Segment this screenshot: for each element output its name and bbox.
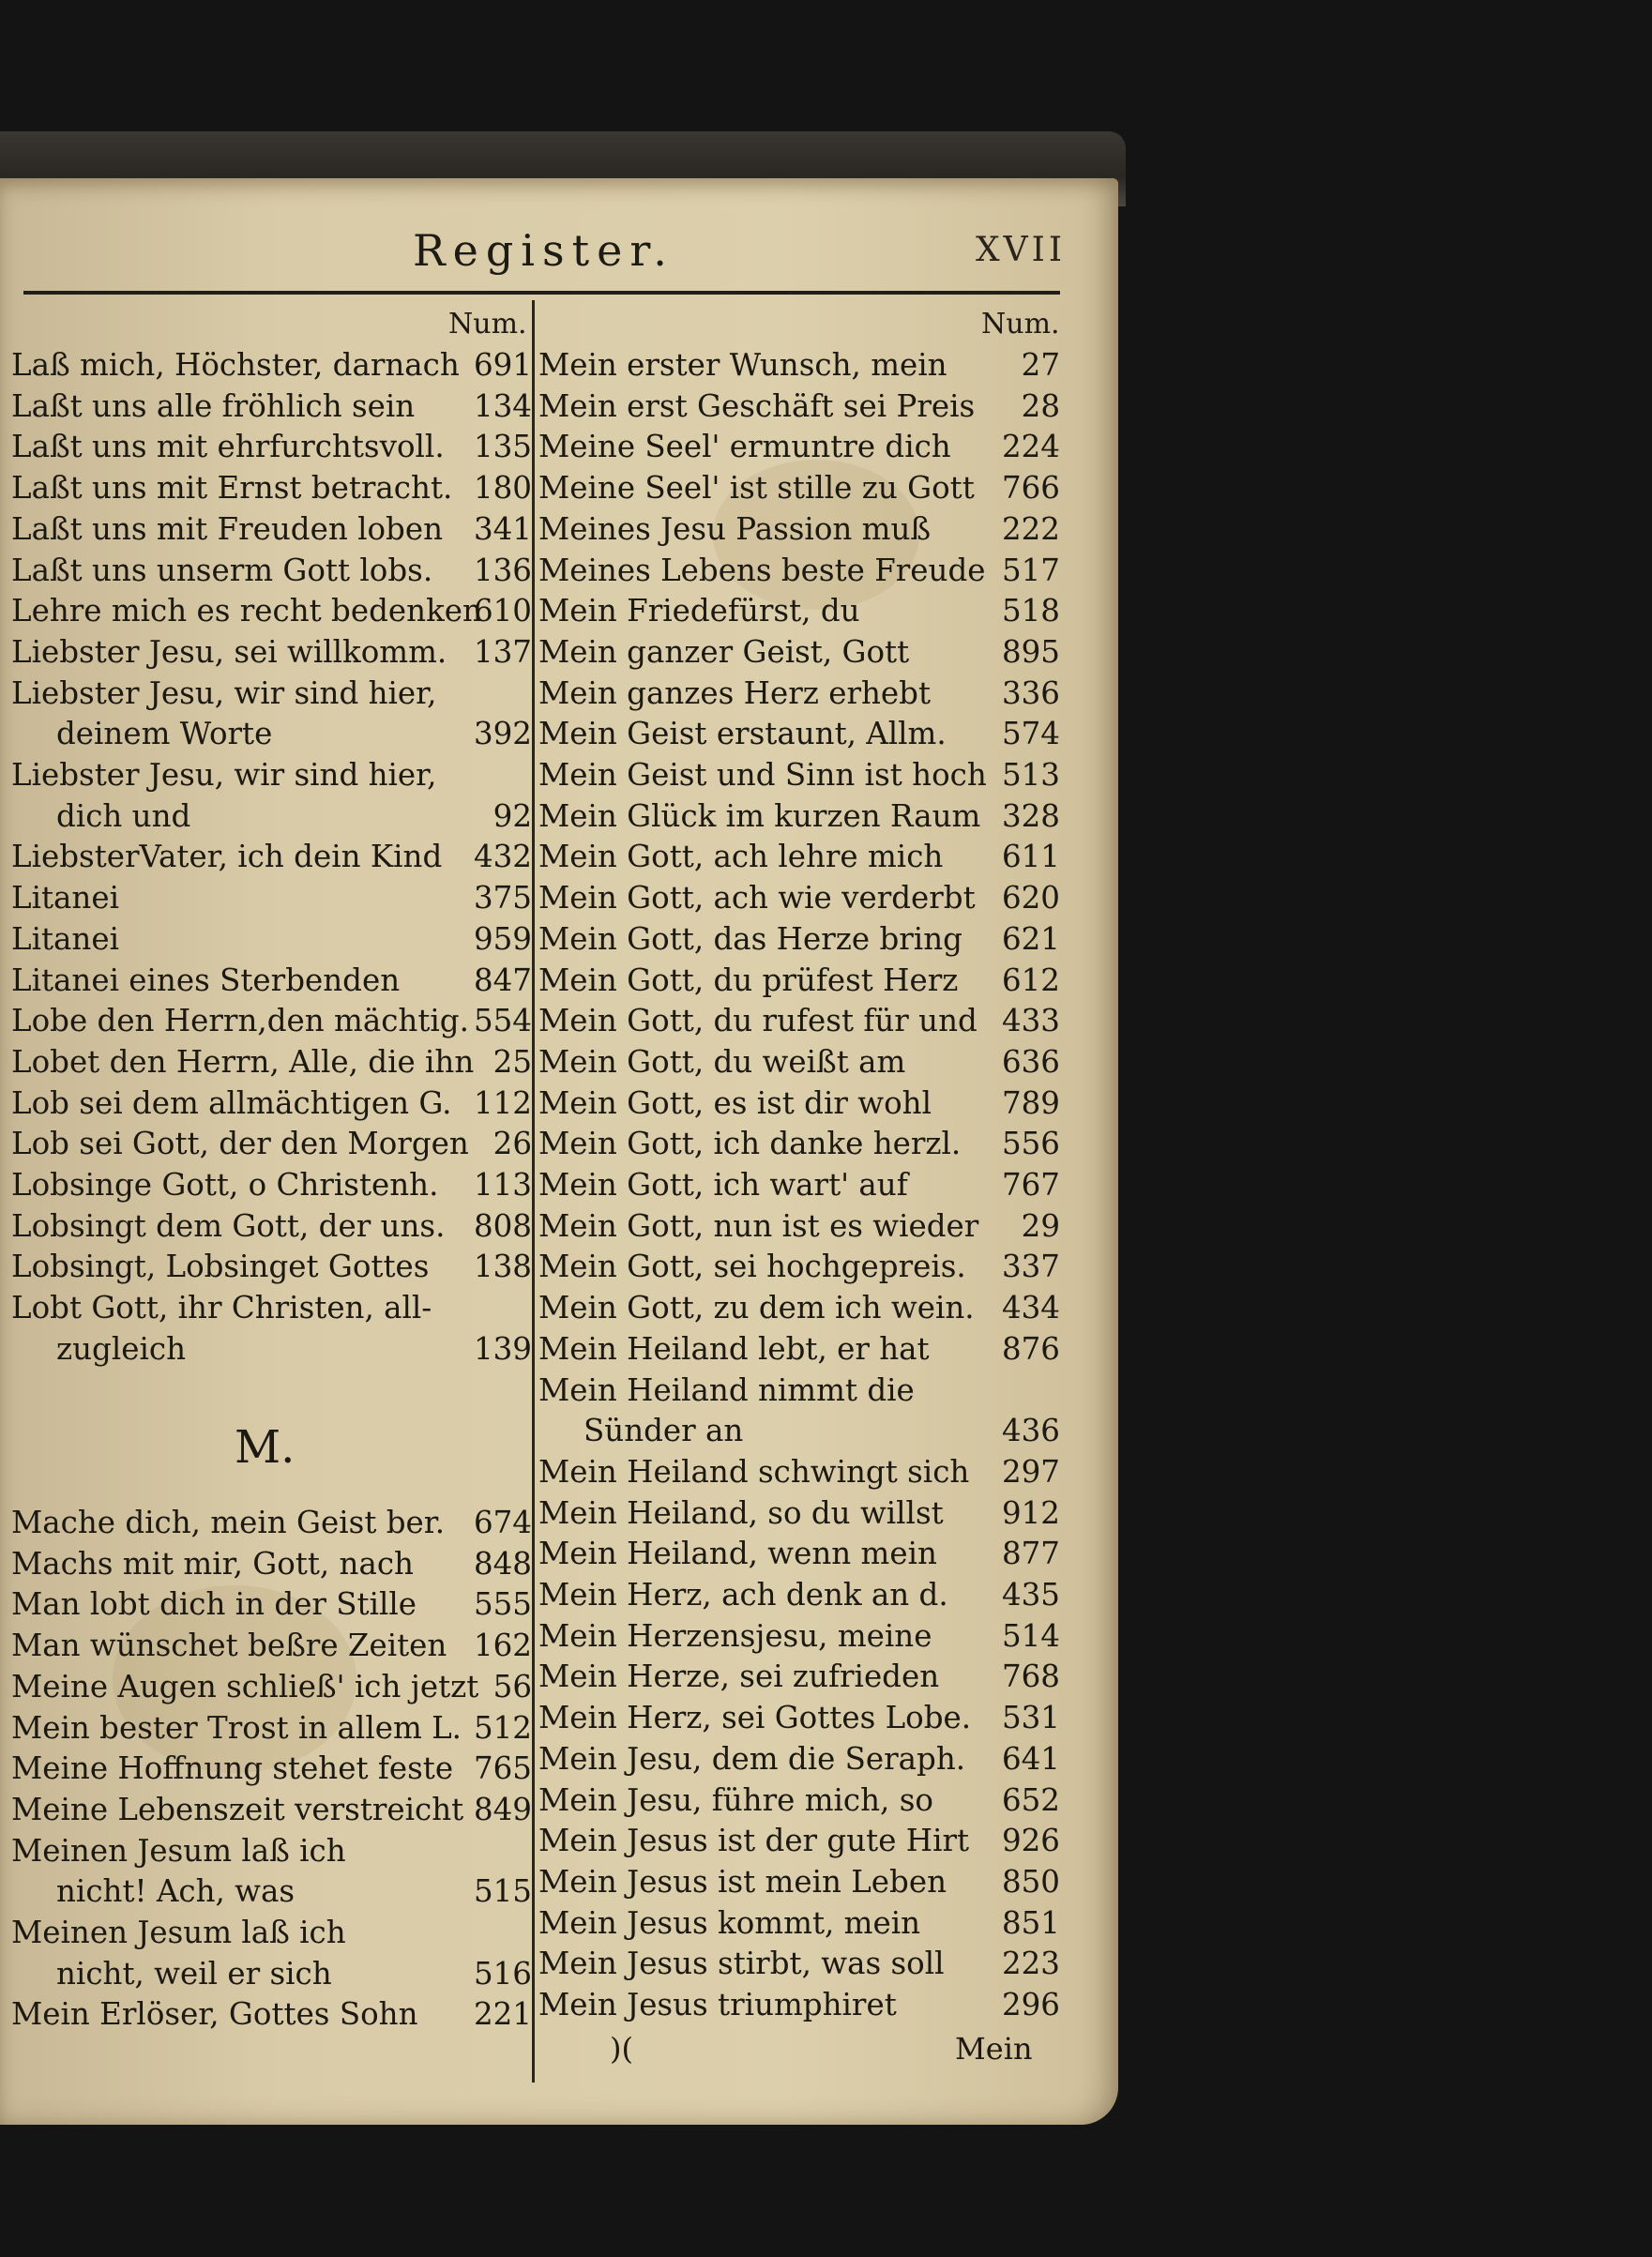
entry-text: Meine Lebenszeit verstreicht [11,1791,464,1827]
index-entry [56,714,532,753]
entry-number: 433 [1001,1003,1060,1039]
entry-text: Mein Gott, sei hochgepreis. [538,1249,966,1285]
index-entry [11,427,532,466]
entry-text: Mein Jesus stirbt, was soll [538,1946,945,1982]
index-entry [11,1994,532,2034]
entry-text: Meines Jesu Passion muß [538,510,932,547]
entry-number: 518 [1001,593,1060,629]
entry-number: 912 [1001,1494,1060,1531]
entry-number: 92 [493,797,532,834]
entry-text: Mein Jesus triumphiret [538,1987,897,2022]
entry-text: Lob sei Gott, der den Morgen [11,1126,469,1162]
index-entry [538,1165,1060,1204]
index-entry [538,1329,1060,1369]
entry-number: 515 [473,1873,532,1910]
entry-number: 620 [1001,880,1060,916]
entry-number: 621 [1001,920,1060,957]
entry-number: 636 [1001,1043,1060,1080]
entry-text: Mein Heiland, wenn mein [538,1536,937,1572]
entry-text: Meine Seel' ist stille zu Gott [538,470,975,507]
entry-text: Sünder an [584,1413,744,1449]
index-entry [538,1371,1060,1410]
entry-number: 765 [473,1750,532,1787]
index-entry [11,1544,532,1583]
entry-text: Mein Geist erstaunt, Allm. [538,716,947,752]
entry-number: 222 [1001,510,1060,547]
index-entry [538,1780,1060,1820]
entry-number: 691 [473,347,532,383]
entry-text: Mein ganzes Herz erhebt [538,674,932,711]
entry-text: Liebster Jesu, sei willkomm. [11,633,447,670]
entry-number: 514 [1001,1617,1060,1654]
entry-number: 25 [493,1043,532,1080]
index-entry [538,919,1060,959]
signature-mark: )( [610,2031,633,2067]
entry-text: Mein ganzer Geist, Gott [538,633,910,670]
index-entry [11,674,532,713]
catchword: Mein [955,2031,1033,2067]
entry-text: Mache dich, mein Geist ber. [11,1505,446,1540]
entry-number: 554 [473,1003,532,1039]
index-entry [538,837,1060,876]
index-entry [538,509,1060,549]
entry-text: Mein Jesus kommt, mein [538,1904,921,1941]
index-entry [538,345,1060,385]
entry-text: Laßt uns alle fröhlich sein [11,387,416,424]
index-entry [11,1083,532,1123]
entry-text: deinem Worte [56,716,273,752]
index-entry [538,1821,1060,1860]
entry-number: 434 [1001,1290,1060,1326]
entry-number: 555 [473,1586,532,1623]
index-entry [538,1083,1060,1123]
index-entry [11,1831,532,1871]
column-divider [532,300,535,2083]
entry-number: 847 [473,962,532,998]
index-entry [538,386,1060,426]
index-entry [538,1575,1060,1614]
entry-text: Laßt uns mit Ernst betracht. [11,470,453,507]
entry-text: Mein Erlöser, Gottes Sohn [11,1996,418,2033]
entry-number: 28 [1021,387,1060,424]
index-entry [11,1206,532,1246]
entry-text: nicht! Ach, was [56,1873,296,1910]
index-entry [538,1903,1060,1943]
entry-number: 849 [473,1791,532,1827]
index-entry [538,1698,1060,1737]
index-entry [56,1954,532,1993]
entry-number: 162 [473,1628,532,1664]
entry-text: Lobsinge Gott, o Christenh. [11,1167,439,1203]
entry-number: 138 [473,1249,532,1285]
index-entry [11,878,532,917]
entry-text: Mein bester Trost in allem L. [11,1709,462,1746]
entry-number: 29 [1021,1207,1060,1244]
entry-number: 224 [1001,429,1060,465]
entry-text: Mein Gott, ich danke herzl. [538,1126,962,1162]
index-entry [538,468,1060,507]
index-entry [11,1626,532,1665]
entry-text: Mein Jesu, führe mich, so [538,1781,933,1818]
index-entry [538,632,1060,672]
entry-text: Mein Heiland, so du willst [538,1494,944,1531]
page-title: Register. [413,225,674,276]
index-entry [538,714,1060,753]
entry-number: 375 [473,880,532,916]
entry-number: 26 [493,1126,532,1162]
index-entry [11,1288,532,1327]
entry-number: 768 [1001,1659,1060,1695]
index-entry [11,1584,532,1624]
index-entry [538,1985,1060,2024]
index-entry [11,1913,532,1952]
entry-number: 134 [473,387,532,424]
entry-text: Litanei [11,880,119,916]
entry-number: 113 [473,1167,532,1203]
index-entry [11,386,532,426]
entry-text: Mein Heiland nimmt die [538,1371,915,1408]
index-entry [538,674,1060,713]
entry-number: 516 [473,1955,532,1992]
entry-text: Mein Geist und Sinn ist hoch [538,757,987,793]
entry-text: Mein Gott, ach wie verderbt [538,880,976,916]
index-entry [538,1862,1060,1901]
index-entry [11,345,532,385]
entry-text: Lobt Gott, ihr Christen, all- [11,1290,432,1326]
entry-text: Mein Glück im kurzen Raum [538,797,981,834]
entry-text: dich und [56,797,191,834]
entry-number: 876 [1001,1330,1060,1367]
index-entry [538,1657,1060,1696]
index-entry [11,1790,532,1829]
index-entry [538,1739,1060,1779]
entry-number: 135 [473,429,532,465]
entry-text: Mein Friedefürst, du [538,593,860,629]
entry-text: Meinen Jesum laß ich [11,1832,346,1869]
entry-number: 328 [1001,797,1060,834]
index-entry [584,1411,1060,1450]
index-entry [538,1493,1060,1533]
entry-number: 337 [1001,1249,1060,1285]
left-num-label: Num. [448,308,527,341]
index-entry [538,591,1060,630]
page-number: XVII [976,231,1067,269]
entry-text: Laßt uns mit ehrfurchtsvoll. [11,429,445,465]
index-entry [538,878,1060,917]
section-letter: M. [235,1421,296,1474]
right-num-label: Num. [981,308,1060,341]
entry-text: zugleich [56,1330,187,1367]
entry-text: Meinen Jesum laß ich [11,1915,346,1950]
entry-number: 574 [1001,716,1060,752]
index-entry [11,1503,532,1542]
entry-number: 27 [1021,347,1060,383]
entry-number: 556 [1001,1126,1060,1162]
entry-text: Litanei eines Sterbenden [11,962,401,998]
index-entry [56,796,532,836]
index-entry [11,1749,532,1788]
entry-text: Man wünschet beßre Zeiten [11,1628,447,1664]
entry-text: Mein Gott, du weißt am [538,1043,906,1080]
index-entry [538,1124,1060,1163]
entry-text: Lob sei dem allmächtigen G. [11,1084,452,1121]
entry-text: Lehre mich es recht bedenken [11,593,482,629]
entry-number: 611 [1001,839,1060,875]
entry-number: 180 [473,470,532,507]
index-entry [11,1247,532,1286]
entry-text: Mein Jesus ist mein Leben [538,1863,947,1900]
entry-text: Lobe den Herrn,den mächtig. [11,1003,469,1039]
index-entry [11,632,532,672]
entry-text: Mein Jesu, dem die Seraph. [538,1740,966,1777]
entry-text: Mein erster Wunsch, mein [538,347,947,383]
index-entry [538,1206,1060,1246]
entry-number: 341 [473,510,532,547]
entry-number: 512 [473,1709,532,1746]
entry-text: Meines Lebens beste Freude [538,552,986,588]
index-entry [11,468,532,507]
index-entry [538,755,1060,795]
index-entry [538,1247,1060,1286]
entry-number: 848 [473,1545,532,1582]
entry-text: Mein Herz, ach denk an d. [538,1577,948,1613]
entry-number: 641 [1001,1740,1060,1777]
entry-text: Lobsingt, Lobsinget Gottes [11,1249,430,1285]
index-entry [11,755,532,795]
page-header [0,225,1067,281]
entry-number: 959 [473,920,532,957]
entry-text: Mein Gott, ich wart' auf [538,1167,908,1203]
entry-number: 296 [1001,1987,1060,2022]
entry-number: 531 [1001,1700,1060,1736]
entry-number: 56 [493,1668,532,1704]
entry-text: Mein Gott, du rufest für und [538,1003,978,1039]
entry-text: Litanei [11,920,119,957]
entry-number: 137 [473,633,532,670]
entry-text: Mein Gott, zu dem ich wein. [538,1290,975,1326]
entry-number: 850 [1001,1863,1060,1900]
index-entry [538,427,1060,466]
index-entry [56,1871,532,1911]
entry-text: Mein Gott, ach lehre mich [538,839,944,875]
entry-text: Laßt uns unserm Gott lobs. [11,552,433,588]
entry-text: Meine Seel' ermuntre dich [538,429,951,465]
entry-number: 221 [473,1996,532,2033]
index-entry [538,796,1060,836]
entry-text: Mein Gott, das Herze bring [538,920,962,957]
entry-number: 297 [1001,1453,1060,1490]
entry-text: Mein Heiland lebt, er hat [538,1330,930,1367]
entry-text: Mein Herz, sei Gottes Lobe. [538,1700,972,1736]
entry-text: Laß mich, Höchster, darnach [11,347,460,383]
entry-text: Mein Gott, du prüfest Herz [538,962,959,998]
index-entry [11,961,532,1000]
entry-text: Mein Gott, es ist dir wohl [538,1084,932,1121]
entry-number: 808 [473,1207,532,1244]
index-entry [538,551,1060,590]
index-entry [11,1165,532,1204]
index-entry [538,1001,1060,1040]
entry-number: 851 [1001,1904,1060,1941]
index-entry [538,1288,1060,1327]
entry-text: Man lobt dich in der Stille [11,1586,417,1623]
entry-text: Liebster Jesu, wir sind hier, [11,757,437,793]
header-rule [23,291,1060,295]
index-entry [11,1042,532,1082]
entry-number: 926 [1001,1823,1060,1859]
index-entry [538,1042,1060,1082]
entry-number: 139 [473,1330,532,1367]
entry-number: 435 [1001,1577,1060,1613]
entry-number: 436 [1001,1413,1060,1449]
entry-number: 652 [1001,1781,1060,1818]
index-entry [11,1667,532,1706]
entry-text: Meine Augen schließ' ich jetzt [11,1668,479,1704]
index-entry [11,509,532,549]
entry-number: 789 [1001,1084,1060,1121]
index-entry [11,919,532,959]
entry-text: Liebster Jesu, wir sind hier, [11,674,437,711]
entry-number: 766 [1001,470,1060,507]
index-entry [11,551,532,590]
index-entry [56,1329,532,1369]
entry-number: 112 [473,1084,532,1121]
entry-text: Mein Jesus ist der gute Hirt [538,1823,970,1859]
entry-number: 432 [473,839,532,875]
entry-text: Mein Herzensjesu, meine [538,1617,932,1654]
index-entry [11,1124,532,1163]
entry-text: Lobet den Herrn, Alle, die ihn [11,1043,475,1080]
entry-text: Lobsingt dem Gott, der uns. [11,1207,446,1244]
entry-text: Mein erst Geschäft sei Preis [538,387,976,424]
index-entry [11,1001,532,1040]
index-entry [538,1616,1060,1656]
entry-number: 223 [1001,1946,1060,1982]
entry-text: nicht, weil er sich [56,1955,332,1992]
entry-text: LiebsterVater, ich dein Kind [11,839,443,875]
entry-number: 877 [1001,1536,1060,1572]
entry-number: 392 [473,716,532,752]
entry-text: Machs mit mir, Gott, nach [11,1545,414,1582]
entry-number: 610 [473,593,532,629]
index-entry [538,1534,1060,1573]
entry-number: 517 [1001,552,1060,588]
entry-text: Mein Heiland schwingt sich [538,1453,970,1490]
entry-number: 513 [1001,757,1060,793]
index-entry [538,1944,1060,1983]
entry-number: 612 [1001,962,1060,998]
entry-text: Mein Gott, nun ist es wieder [538,1207,979,1244]
entry-text: Meine Hoffnung stehet feste [11,1750,454,1787]
index-entry [11,837,532,876]
index-entry [538,1452,1060,1492]
entry-number: 895 [1001,633,1060,670]
index-entry [11,1708,532,1748]
entry-number: 136 [473,552,532,588]
entry-text: Mein Herze, sei zufrieden [538,1659,940,1695]
index-entry [538,961,1060,1000]
entry-text: Laßt uns mit Freuden loben [11,510,444,547]
entry-number: 767 [1001,1167,1060,1203]
entry-number: 336 [1001,674,1060,711]
entry-number: 674 [473,1505,532,1540]
index-entry [11,591,532,630]
